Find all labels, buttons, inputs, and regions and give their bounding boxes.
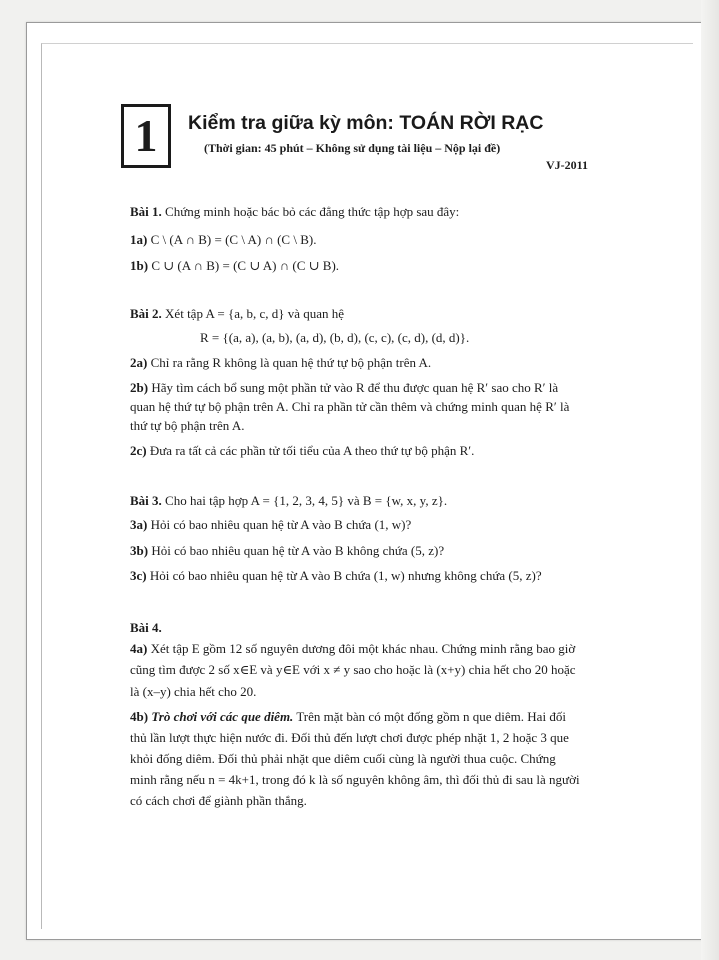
bai3-label: Bài 3. (130, 493, 162, 508)
item-2c: 2c) Đưa ra tất cả các phần tử tối tiểu của A theo thứ tự bộ phận R′. (130, 443, 475, 458)
item-4a: 4a) Xét tập E gồm 12 số nguyên dương đôi một khác nhau. Chứng minh rằng bao giờ (130, 641, 576, 656)
item-2a: 2a) Chỉ ra rằng R không là quan hệ thứ tự bộ phận trên A. (130, 355, 432, 370)
item-4b-title: Trò chơi với các que diêm. (148, 709, 294, 724)
item-3c: 3c) Hỏi có bao nhiêu quan hệ từ A vào B chứa (1, w) nhưng không chứa (5, z)? (130, 568, 542, 583)
item-4b-line2: thủ lần lượt thực hiện nước đi. Đối thủ đến lượt chơi được phép nhặt 1, 2 hoặc 3 que (130, 730, 569, 745)
item-2b: 2b) Hãy tìm cách bổ sung một phần tử vào R để thu được quan hệ R′ sao cho R′ là (130, 380, 559, 395)
bai4-label: Bài 4. (130, 620, 162, 635)
item-3b: 3b) Hỏi có bao nhiêu quan hệ từ A vào B không chứa (5, z)? (130, 543, 445, 558)
item-3a: 3a) Hỏi có bao nhiêu quan hệ từ A vào B chứa (1, w)? (130, 517, 412, 532)
item-4b-line3: khỏi đống diêm. Đối thủ phải nhặt que diêm cuối cùng là người thua cuộc. Chứng (130, 751, 556, 766)
bai2-label: Bài 2. (130, 306, 162, 321)
bai3-intro: Bài 3. Cho hai tập hợp A = {1, 2, 3, 4, 5} và B = {w, x, y, z}. (130, 493, 448, 508)
item-4a-line3: là (x–y) chia hết cho 20. (130, 684, 257, 699)
exam-title: Kiểm tra giữa kỳ môn: TOÁN RỜI RẠC (188, 112, 544, 134)
item-2b-line2: quan hệ thứ tự bộ phận trên A. Chỉ ra phần tử cần thêm và chứng minh quan hệ R′ là (130, 399, 570, 414)
exam-code: VJ-2011 (546, 158, 588, 172)
bai1-label: Bài 1. (130, 204, 162, 219)
item-2b-line3: thứ tự bộ phận trên A. (130, 418, 245, 433)
exam-subtitle: (Thời gian: 45 phút – Không sử dụng tài liệu – Nộp lại đề) (204, 141, 501, 155)
exam-number-box: 1 (121, 104, 171, 168)
bai1-intro: Bài 1. Chứng minh hoặc bác bỏ các đẳng thức tập hợp sau đây: (130, 204, 460, 219)
item-4b-line4: minh rằng nếu n = 4k+1, trong đó k là số nguyên không âm, thì đối thủ đi sau là người (130, 772, 580, 787)
bai2-intro: Bài 2. Xét tập A = {a, b, c, d} và quan hệ (130, 306, 345, 321)
item-4b: 4b) Trò chơi với các que diêm. Trên mặt bàn có một đống gồm n que diêm. Hai đối (130, 709, 566, 724)
item-1b: 1b) C ∪ (A ∩ B) = (C ∪ A) ∩ (C ∪ B). (130, 258, 340, 273)
item-4a-line2: cũng tìm được 2 số x∈E và y∈E với x ≠ y sao cho hoặc là (x+y) chia hết cho 20 hoặc (130, 662, 576, 677)
item-1a: 1a) C \ (A ∩ B) = (C \ A) ∩ (C \ B). (130, 232, 317, 247)
bai2-relation: R = {(a, a), (a, b), (a, d), (b, d), (c, c), (c, d), (d, d)}. (200, 330, 470, 345)
item-4b-line5: có cách chơi để giành phần thắng. (130, 793, 307, 808)
